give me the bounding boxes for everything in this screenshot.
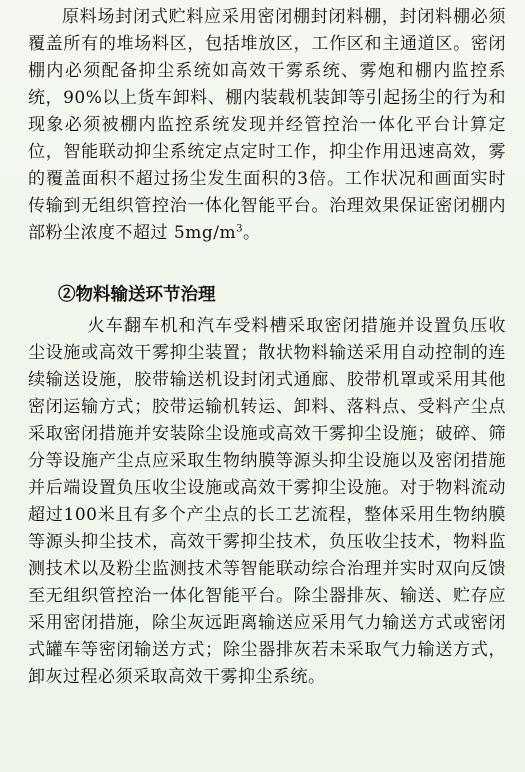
section-heading-material-conveying: ②物料输送环节治理 bbox=[58, 285, 216, 305]
paragraph-text: 原料场封闭式贮料应采用密闭棚封闭料棚，封闭料棚必须覆盖所有的堆场料区，包括堆放区，工作区和主通道区。密闭棚内必须配备抑尘系统如高效干雾系统、雾炮和棚内监控系统，90%以上货车卸料、棚内装载机装卸等引起扬尘的行为和现象必须被棚内监控系统发现并经管控治一体化平台计算定位，智能联动抑尘系统定点定时工作，抑尘作用迅速高效，雾的覆盖面积不超过扬尘发生面积的3倍。工作状况和画面实时传输到无组织管控治一体化智能平台。治理效果保证密闭棚内部粉尘浓度不超过 5mg/m bbox=[28, 7, 506, 243]
paragraph-enclosed-storage bbox=[28, 4, 506, 247]
paragraph-end-mark: 。 bbox=[242, 223, 261, 243]
superscript-3: 3 bbox=[236, 223, 243, 235]
paragraph-material-conveying: 火车翻车机和汽车受料槽采取密闭措施并设置负压收尘设施或高效干雾抑尘装置；散状物料输送采用自动控制的连续输送设施，胶带输送机设封闭式通廊、胶带机罩或采用其他密闭运输方式；胶带运输机转运、卸料、落料点、受料产尘点采取密闭措施并安装除尘设施或高效干雾抑尘设施；破碎、筛分等设施产尘点应采取生物纳膜等源头抑尘设施以及密闭措施并后端设置负压收尘设施或高效干雾抑尘设施。对于物料流动超过100米且有多个产尘点的长工艺流程，整体采用生物纳膜等源头抑尘技术，高效干雾抑尘技术，负压收尘技术，物料监测技术以及粉尘监测技术等智能联动综合治理并实时双向反馈至无组织管控治一体化智能平台。除尘器排灰、输送、贮存应采用密闭措施，除尘灰远距离输送应采用气力输送方式或密闭式罐车等密闭输送方式；除尘器排灰若未采取气力输送方式，卸灰过程必须采取高效干雾抑尘系统。 bbox=[28, 316, 506, 687]
